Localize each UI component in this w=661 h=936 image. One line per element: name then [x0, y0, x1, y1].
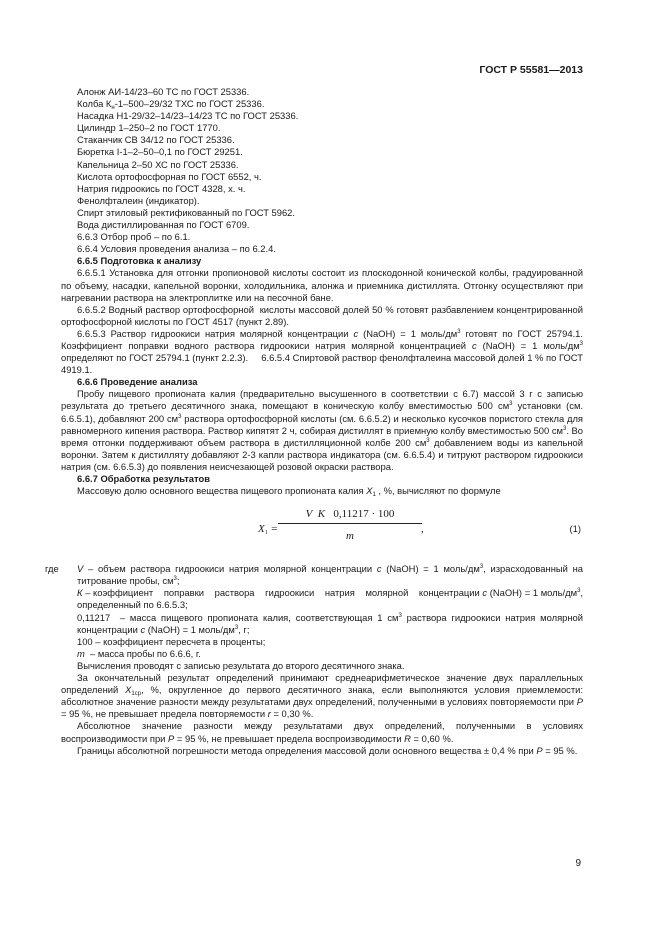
page-content — [45, 86, 584, 757]
document-code: ГОСТ Р 55581—2013 — [479, 64, 583, 76]
paragraph: Абсолютное значение разности между результатами двух определений, полученными в условиях воспроизводимости при Р = 95 %, не превышает предела воспроизводимости R = 0,60 %. — [61, 720, 583, 744]
where-row: m – масса пробы по 6.6.6, г. — [77, 647, 201, 659]
where-label: где — [45, 563, 59, 575]
list-item: 6.6.4 Условия проведения анализа – по 6.2.4. — [77, 243, 276, 255]
formula-numerator: V K 0,11217 · 100 — [278, 506, 422, 524]
list-item: Алонж АИ-14/23–60 ТС по ГОСТ 25336. — [77, 86, 250, 97]
list-item: Насадка Н1-29/32–14/23–14/23 ТС по ГОСТ 25336. — [77, 110, 299, 122]
section-heading-666: 6.6.6 Проведение анализа — [77, 376, 198, 388]
list-item: Натрия гидроокись по ГОСТ 4328, х. ч. — [77, 182, 246, 194]
paragraph: 6.6.5.1 Установка для отгонки пропионовой кислоты состоит из плоскодонной конической колбы, градуированной по объему, насадки, капельной воронки, холодильника, алонжа и приемника дистиллята. Отгонку осуществляют при нагревании раствора на электроплитке или на песочной бане. — [61, 267, 583, 303]
paragraph: Пробу пищевого пропионата калия (предварительно высушенного в соответствии с 6.7) массой 3 г с записью результата до третьего десятичного знака, помещают в коническую колбу вместимостью 500 $см^3$ установки (см. 6.6.5.1), добавляют 200 $см^3$ раствора ортофосфорной кислоты (см. 6.6.5.2) и несколько кусочков пористого стекла для равномерного кипения раствора. Раствор кипятят 2 ч, собирая дистиллят в приемную колбу вместимостью 500 $см^3$. Во время отгонки поддерживают объем раствора в дистилляционной колбе 200 $см^3$ добавлением воды из капельной воронки. Затем к дистилляту добавляют 2-3 капли раствора индикатора (см. 6.6.5.4) и титруют раствором гидроокиси натрия (см. 6.6.5.3) до появления неисчезающей розовой окраски раствора. — [61, 388, 583, 472]
section-heading-665: 6.6.5 Подготовка к анализу — [77, 255, 202, 267]
where-row: 0,11217 – масса пищевого пропионата калия, соответствующая 1 $см^3$ раствора гидроокиси натрия молярной концентрации с (NaOH) = 1 моль/$дм^3$, г; — [77, 611, 583, 635]
list-item: Бюретка I-1–2–50–0,1 по ГОСТ 29251. — [77, 146, 243, 158]
paragraph: Массовую долю основного вещества пищевого пропионата калия $X_1$ , %, вычисляют по формуле — [77, 485, 501, 499]
formula-number: (1) — [569, 523, 581, 535]
list-item: Капельница 2–50 ХС по ГОСТ 25336. — [77, 158, 239, 170]
list-item: Цилиндр 1–250–2 по ГОСТ 1770. — [77, 122, 221, 134]
list-item: Стаканчик СВ 34/12 по ГОСТ 25336. — [77, 134, 235, 146]
formula-fraction — [278, 506, 422, 542]
paragraph: За окончательный результат определений принимают среднеарифметическое значение двух параллельных определений $X_{1ср}$, %, округленное до первого десятичного знака, если выполняются условия приемлемости: абсолютное значение разности между результатами двух определений, полученными в условиях повторяемости при Р = 95 %, не превышает предела повторяемости r = 0,30 %. — [61, 672, 583, 720]
paragraph: 6.6.5.2 Водный раствор ортофосфорной кислоты массовой долей 50 % готовят разбавлением концентрированной ортофосфорной кислоты по ГОСТ 4517 (пункт 2.89). — [61, 303, 583, 327]
section-heading-667: 6.6.7 Обработка результатов — [77, 473, 210, 484]
list-item: Кислота ортофосфорная по ГОСТ 6552, ч. — [77, 170, 262, 182]
where-row: V – объем раствора гидроокиси натрия молярной концентрации с (NaOH) = 1 моль/$дм^3$, израсходованный на титрование пробы, $см^3$; — [77, 563, 583, 587]
paragraph: 6.6.5.3 Раствор гидроокиси натрия молярной концентрации с (NaOH) = 1 моль/$дм^3$ готовят по ГОСТ 25794.1. Коэффициент поправки водного раствора гидроокиси натрия молярной концентрацией с (NaOH) = 1 моль/$дм^3$ определяют по ГОСТ 25794.1 (пункт 2.2.3). 6.6.5.4 Спиртовой раствор фенолфталеина массовой долей 1 % по ГОСТ 4919.1. — [61, 327, 583, 376]
list-item: Фенолфталеин (индикатор). — [77, 194, 200, 206]
list-item: Вода дистиллированная по ГОСТ 6709. — [77, 219, 250, 231]
where-block — [45, 563, 584, 660]
formula-denominator: m — [346, 530, 354, 543]
formula-1 — [61, 506, 583, 552]
page-number: 9 — [575, 858, 581, 869]
where-row: К – коэффициент поправки раствора гидроокиси натрия молярной концентрации с (NaOH) = 1 моль/$дм^3$, определенный по 6.6.5.3; — [77, 587, 584, 611]
list-item: 6.6.3 Отбор проб – по 6.1. — [77, 231, 191, 243]
list-item: Спирт этиловый ректификованный по ГОСТ 5962. — [77, 206, 295, 218]
formula-lhs: $X_1$ = — [258, 523, 278, 537]
paragraph: Границы абсолютной погрешности метода определения массовой доли основного вещества ± 0,4 % при Р = 95 %. — [77, 744, 578, 756]
formula-comma: , — [421, 523, 424, 536]
paragraph: Вычисления проводят с записью результата до второго десятичного знака. — [77, 659, 405, 671]
where-row: 100 – коэффициент пересчета в проценты; — [77, 635, 266, 647]
list-item: Колба $К_н-1-500-29/32$ ТХС по ГОСТ 25336. — [77, 98, 265, 112]
